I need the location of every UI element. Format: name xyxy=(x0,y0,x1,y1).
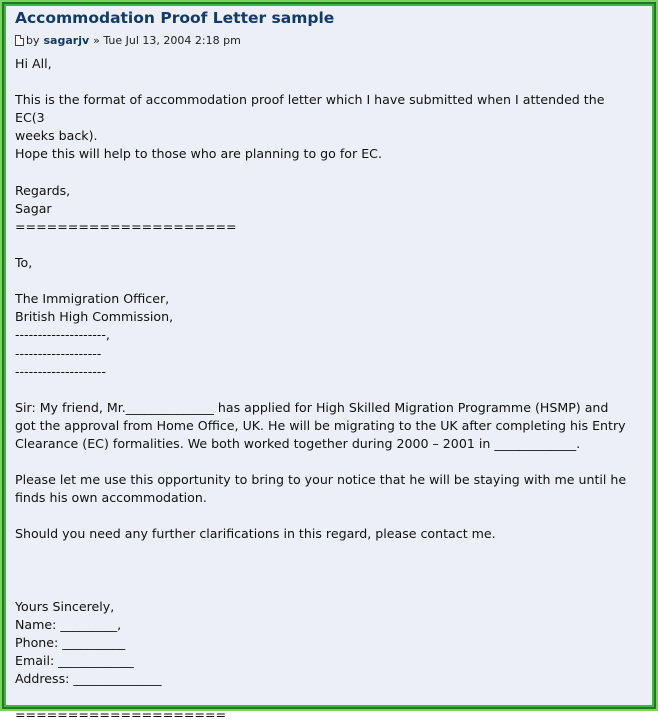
name-field: Name: _________, xyxy=(15,616,122,632)
intro-line-2: weeks back). xyxy=(15,128,98,144)
paragraph-2-line-1: Please let me use this opportunity to bring to your notice that he will be staying with me until he xyxy=(15,472,627,488)
post-title[interactable]: Accommodation Proof Letter sample xyxy=(15,9,335,27)
post-meta xyxy=(15,34,241,47)
paragraph-1-line-3: Clearance (EC) formalities. We both worked together during 2000 – 2001 in _____________. xyxy=(15,435,581,451)
paragraph-1-line-2: got the approval from Home Office, UK. He will be migrating to the UK after completing his Entry xyxy=(15,417,626,433)
addressee-line-5: -------------------- xyxy=(15,363,106,379)
meta-by-label: by xyxy=(26,34,40,47)
regards: Regards, xyxy=(15,182,71,198)
addressee-line-4: ------------------- xyxy=(15,345,102,361)
closing: Yours Sincerely, xyxy=(15,598,115,614)
addressee-line-3: --------------------, xyxy=(15,327,110,343)
paragraph-2-line-2: finds his own accommodation. xyxy=(15,490,207,506)
post-document-icon[interactable] xyxy=(15,35,24,46)
email-field: Email: ____________ xyxy=(15,653,134,669)
greeting: Hi All, xyxy=(15,56,52,71)
author-link[interactable]: sagarjv xyxy=(43,34,90,47)
separator-bottom: ==================== xyxy=(15,707,227,723)
paragraph-1-line-1: Sir: My friend, Mr.______________ has applied for High Skilled Migration Programme (HSMP) and xyxy=(15,399,609,415)
phone-field: Phone: __________ xyxy=(15,635,126,650)
post-date: » Tue Jul 13, 2004 2:18 pm xyxy=(93,34,241,47)
post-panel xyxy=(4,4,654,723)
paragraph-3: Should you need any further clarifications in this regard, please contact me. xyxy=(15,526,496,542)
intro-line-1: This is the format of accommodation proof letter which I have submitted when I attended the EC(3 xyxy=(15,92,609,126)
addressee-line-2: British High Commission, xyxy=(15,309,174,325)
post-body xyxy=(15,55,637,724)
signoff-name: Sagar xyxy=(15,200,52,216)
address-field: Address: ______________ xyxy=(15,671,162,687)
salutation-to: To, xyxy=(15,255,33,271)
separator-top: ===================== xyxy=(15,218,237,234)
addressee-line-1: The Immigration Officer, xyxy=(15,291,170,307)
intro-line-3: Hope this will help to those who are planning to go for EC. xyxy=(15,146,382,162)
